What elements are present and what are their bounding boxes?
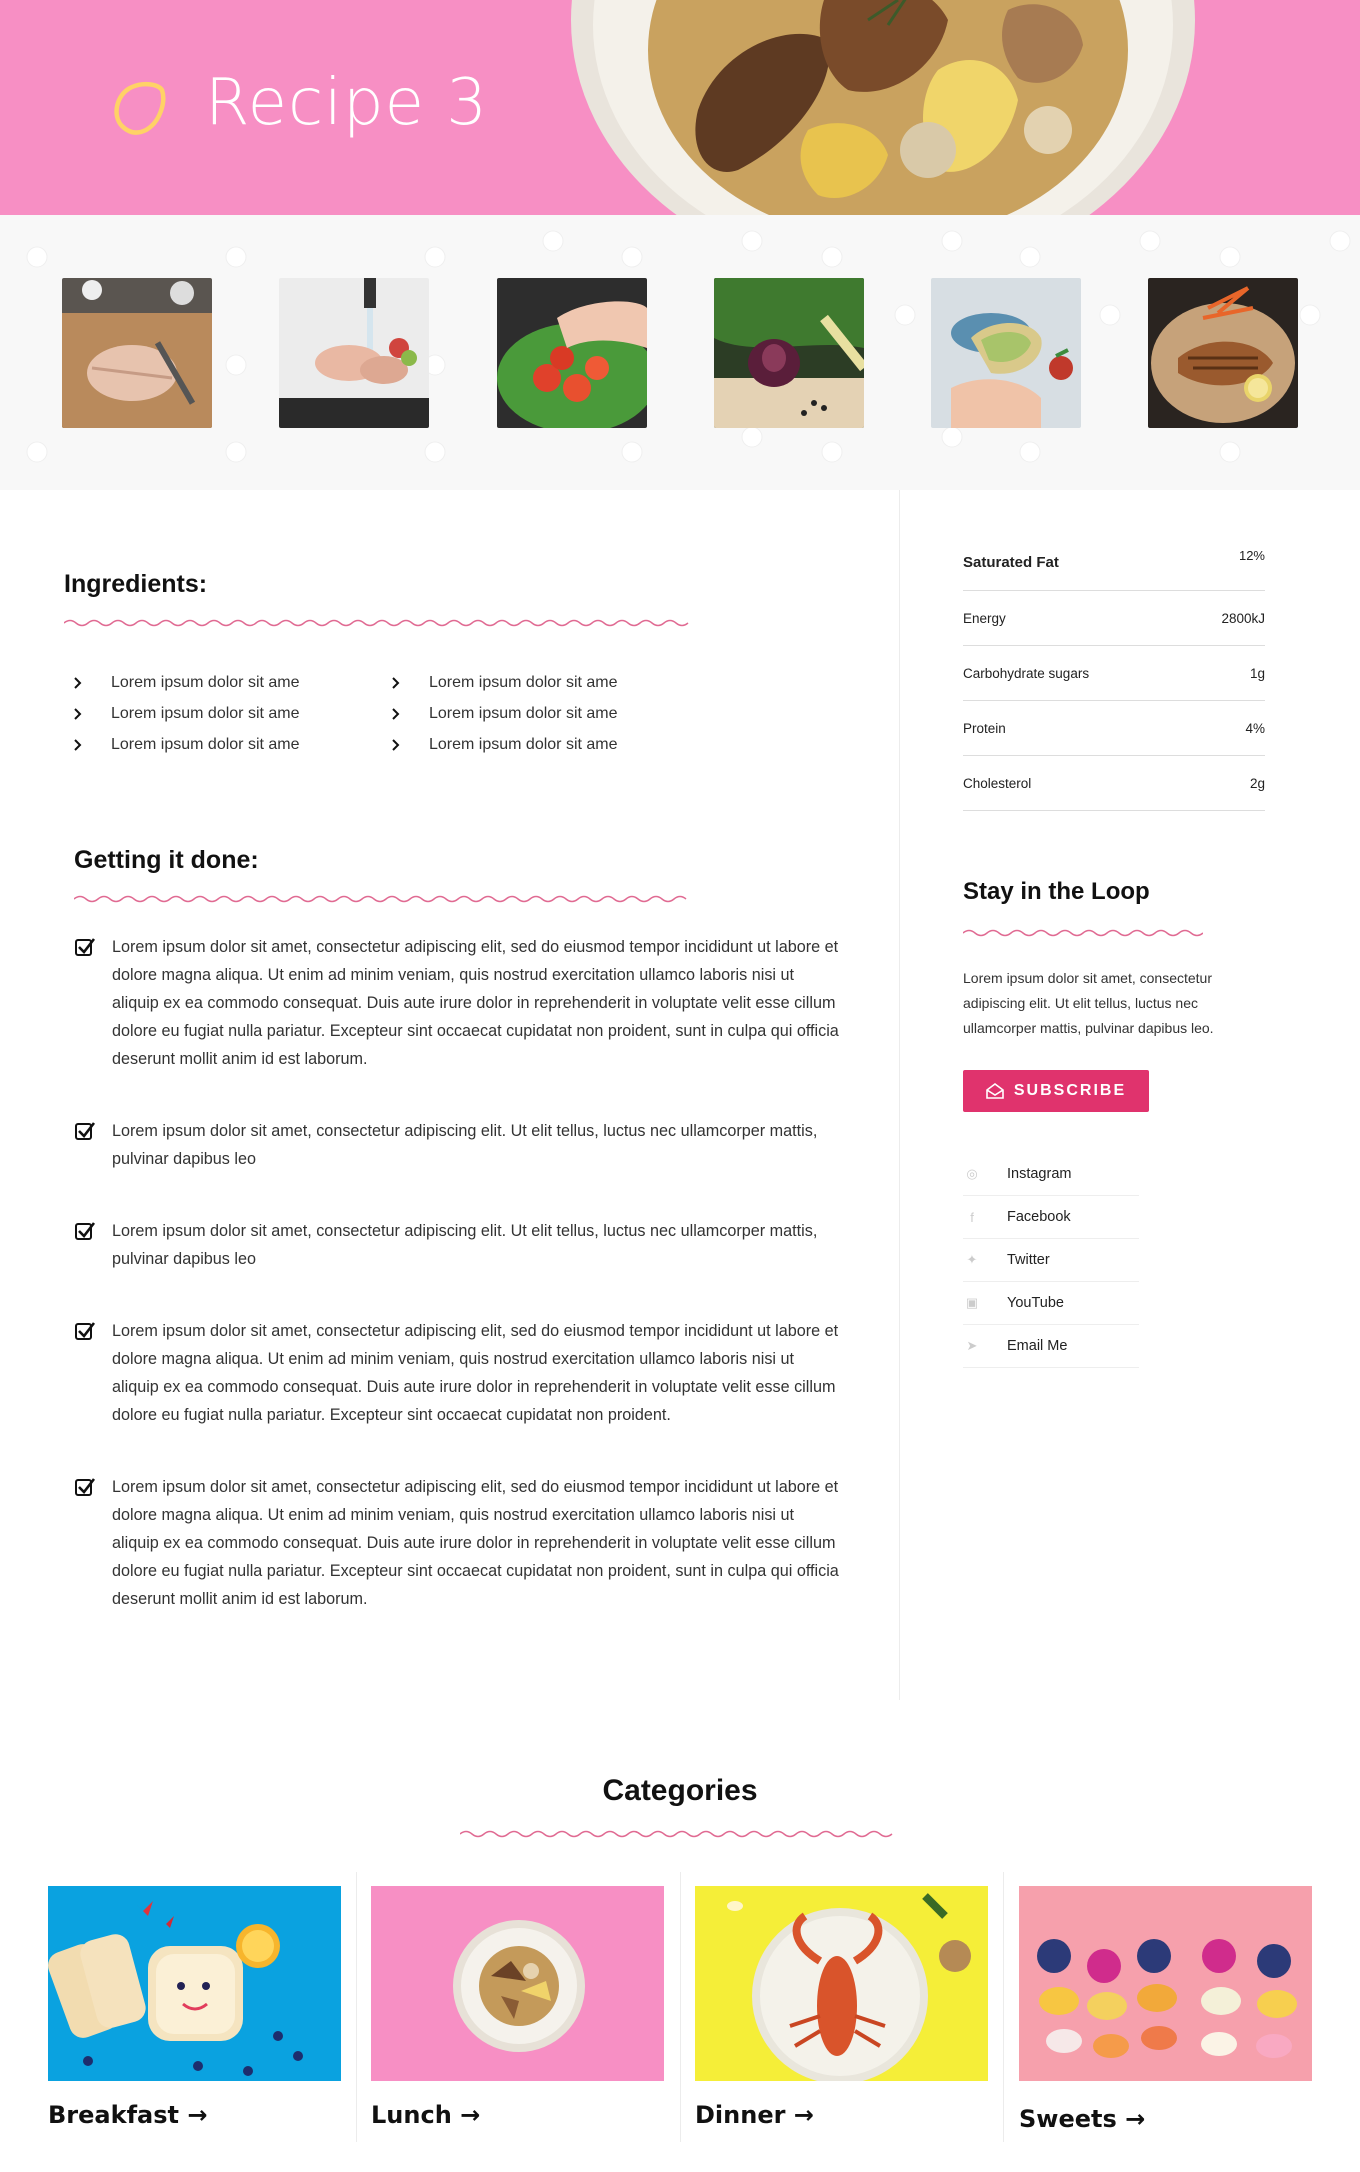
step-item: Lorem ipsum dolor sit amet, consectetur adipiscing elit, sed do eiusmod tempor incididunt ut labore et dolore magna aliqua. Ut enim ad minim veniam, quis nostrud exercitation ullamco laboris nisi ut aliquip ex ea commodo consequat. Duis aute irure dolor in reprehenderit in voluptate velit esse cillum dolore eu fugiat nulla pariatur. Excepteur sint occaecat cupidatat non proident. [74,1317,844,1429]
list-item: Lorem ipsum dolor sit ame [64,734,374,765]
social-link-email[interactable]: ➤ Email Me [963,1325,1139,1368]
category-label-sweets[interactable]: Sweets → [1019,2105,1146,2133]
youtube-icon: ▣ [965,1295,979,1310]
social-link-youtube[interactable]: ▣ YouTube [963,1282,1139,1325]
category-card-dinner[interactable] [695,1872,1019,2172]
list-item: Lorem ipsum dolor sit ame [382,734,702,765]
category-label-lunch[interactable]: Lunch → [371,2101,481,2129]
thumbnail-cutting-meat[interactable] [62,278,212,428]
chevron-right-icon [71,707,85,721]
chevron-right-icon [389,707,403,721]
steps-list [74,933,844,1613]
chevron-right-icon [71,676,85,690]
envelope-open-icon [986,1083,1004,1099]
list-item: Lorem ipsum dolor sit ame [382,672,702,703]
nutrition-row: Saturated Fat 12% [963,535,1265,591]
nutrition-row: Energy 2800kJ [963,591,1265,646]
thumbnail-washing-hands[interactable] [279,278,429,428]
step-item: Lorem ipsum dolor sit amet, consectetur adipiscing elit. Ut elit tellus, luctus nec ullamcorper mattis, pulvinar dapibus leo [74,1117,844,1173]
ingredients-list-col2 [382,672,702,765]
newsletter-text: Lorem ipsum dolor sit amet, consectetur adipiscing elit. Ut elit tellus, luctus nec ullamcorper mattis, pulvinar dapibus leo. [963,970,1214,1036]
category-image-sweets [1019,1886,1312,2081]
checkbox-checked-icon [74,1120,96,1142]
checkbox-checked-icon [74,1320,96,1342]
ingredients-list-col1 [64,672,374,765]
instagram-icon: ◎ [966,1166,978,1181]
category-label-dinner[interactable]: Dinner → [695,2101,814,2129]
category-image-breakfast [48,1886,341,2081]
category-card-breakfast[interactable] [48,1872,372,2172]
category-image-lunch [371,1886,664,2081]
step-item: Lorem ipsum dolor sit amet, consectetur adipiscing elit. Ut elit tellus, luctus nec ullamcorper mattis, pulvinar dapibus leo [74,1217,844,1273]
nutrition-table [963,535,1265,811]
checkbox-checked-icon [74,1220,96,1242]
nutrition-row: Protein 4% [963,701,1265,756]
list-item: Lorem ipsum dolor sit ame [64,672,374,703]
social-link-twitter[interactable]: ✦ Twitter [963,1239,1139,1282]
chevron-right-icon [389,738,403,752]
social-link-instagram[interactable]: ◎ Instagram [963,1153,1139,1196]
category-image-dinner [695,1886,988,2081]
social-link-facebook[interactable]: f Facebook [963,1196,1139,1239]
step-item: Lorem ipsum dolor sit amet, consectetur adipiscing elit, sed do eiusmod tempor incididunt ut labore et dolore magna aliqua. Ut enim ad minim veniam, quis nostrud exercitation ullamco laboris nisi ut aliquip ex ea commodo consequat. Duis aute irure dolor in reprehenderit in voluptate velit esse cillum dolore eu fugiat nulla pariatur. Excepteur sint occaecat cupidatat non proident, sunt in culpa qui officia deserunt mollit anim id est laborum. [74,933,844,1073]
ingredients-heading: Ingredients: [64,570,208,598]
categories-wave-divider [460,1829,900,1839]
newsletter-heading: Stay in the Loop [963,878,1150,905]
ingredients-wave-divider [64,618,696,628]
nutrition-row: Carbohydrate sugars 1g [963,646,1265,701]
newsletter-wave-divider [963,928,1203,938]
recipe-main-content [0,490,900,1700]
checkbox-checked-icon [74,1476,96,1498]
chevron-right-icon [71,738,85,752]
thumbnail-grilled-fish[interactable] [1148,278,1298,428]
facebook-icon: f [970,1209,974,1225]
hero-banner [0,0,1360,215]
steps-wave-divider [74,894,690,904]
categories-heading: Categories [602,1774,758,1807]
chevron-right-icon [389,676,403,690]
nutrition-row: Cholesterol 2g [963,756,1265,811]
hero-dish-image [568,0,1198,215]
list-item: Lorem ipsum dolor sit ame [64,703,374,734]
steps-heading: Getting it done: [74,846,259,874]
thumbnail-avocado-toast[interactable] [931,278,1081,428]
subscribe-button[interactable]: SUBSCRIBE [963,1070,1149,1112]
thumbnail-tomatoes[interactable] [497,278,647,428]
category-label-breakfast[interactable]: Breakfast → [48,2101,208,2129]
page-title: Recipe 3 [205,66,488,140]
thumbnail-gallery [0,215,1360,490]
category-card-lunch[interactable] [371,1872,695,2172]
social-links [963,1153,1139,1368]
twitter-icon: ✦ [966,1252,978,1267]
thumbnail-vegetables[interactable] [714,278,864,428]
send-icon: ➤ [966,1338,978,1353]
lemon-logo-icon [108,78,168,138]
checkbox-checked-icon [74,936,96,958]
category-card-sweets[interactable] [1019,1872,1343,2172]
step-item: Lorem ipsum dolor sit amet, consectetur adipiscing elit, sed do eiusmod tempor incididunt ut labore et dolore magna aliqua. Ut enim ad minim veniam, quis nostrud exercitation ullamco laboris nisi ut aliquip ex ea commodo consequat. Duis aute irure dolor in reprehenderit in voluptate velit esse cillum dolore eu fugiat nulla pariatur. Excepteur sint occaecat cupidatat non proident, sunt in culpa qui officia deserunt mollit anim id est laborum. [74,1473,844,1613]
list-item: Lorem ipsum dolor sit ame [382,703,702,734]
